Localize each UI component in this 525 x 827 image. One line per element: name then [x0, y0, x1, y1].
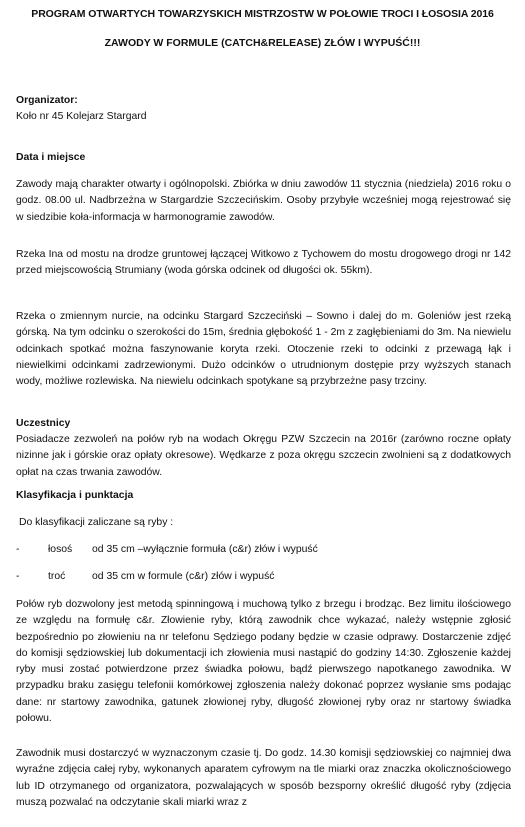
document-title: PROGRAM OTWARTYCH TOWARZYSKICH MISTRZOSTW W POŁOWIE TROCI I ŁOSOSIA 2016	[31, 8, 494, 20]
list-item	[16, 569, 274, 585]
date-place-paragraph-2: Rzeka Ina od mostu na drodze gruntowej łączącej Witkowo z Tychowem do mostu drogowego drogi nr 142 przed miejscowością Strumiany (woda górska odcinek od długości ok. 55km).	[16, 249, 511, 277]
classification-paragraph-2: Zawodnik musi dostarczyć w wyznaczonym czasie tj. Do godz. 14.30 komisji sędziowskiej co najmniej dwa wyraźne zdjęcia całej ryby, wykonanych aparatem cyfrowym na tle miarki oraz znaczka okolicznościowego lub ID otrzymanego od organizatora, pozwalających w sposób bezsporny określić długość ryby (zdjęcia muszą pozwalać na odczytanie skali miarki wraz z	[16, 748, 511, 808]
classification-intro: Do klasyfikacji zaliczane są ryby :	[19, 517, 174, 528]
classification-paragraph-1: Połów ryb dozwolony jest metodą spinningową i muchową tylko z brzegu i brodząc. Bez limitu ilościowego ze względu na formułę c&r. Złowienie ryby, którą zawodnik chce wykazać, należy wstępnie zgłosić bezpośrednio po złowieniu na nr telefonu Sędziego podany będzie w czasie odprawy. Dostarczenie zdjęć do komisji sędziowskiej lub dokumentacji ich złowienia musi nastąpić do godziny 14:30. Zgłoszenie każdej ryby musi zostać potwierdzone przez świadka połowu, bądź pierwszego napotkanego zawodnika. W przypadku braku zasięgu telefonii komórkowej zgłoszenia należy dokonać poprzez wysłanie sms podając dane: nr startowy zawodnika, gatunek złowionej ryby, długość złowionej ryby oraz nr startowy świadka połowu.	[16, 599, 511, 725]
participants-heading: Uczestnicy	[16, 418, 71, 429]
classification-heading: Klasyfikacja i punktacja	[16, 490, 134, 501]
fish-rule: od 35 cm w formule (c&r) złów i wypuść	[92, 571, 275, 582]
organizer-name: Koło nr 45 Kolejarz Stargard	[16, 111, 147, 123]
list-dash: -	[16, 571, 20, 582]
fish-rule: od 35 cm –wyłącznie formuła (c&r) złów i wypuść	[92, 544, 318, 555]
date-place-paragraph-3: Rzeka o zmiennym nurcie, na odcinku Stargard Szczeciński – Sowno i dalej do m. Goleniów jest rzeką górską. Na tym odcinku o szerokości do 15m, średnia głębokość 1 - 2m z zagłębieniami do 3m. Na niewielu odcinkach spotkać można faszynowanie koryta rzeki. Otoczenie rzeki to odcinki z przewagą łąk i niewielkimi odcinkami zadrzewionymi. Dużo odcinków o utrudnionym dostępie przy wyższych stanach wody, możliwe rozlewiska. Na niewielu odcinkach spotykane są przybrzeżne pasy trzciny.	[16, 311, 511, 388]
organizer-heading: Organizator:	[16, 95, 78, 106]
document-subtitle: ZAWODY W FORMULE (CATCH&RELEASE) ZŁÓW I WYPUŚĆ!!!	[104, 37, 421, 49]
date-place-heading: Data i miejsce	[16, 152, 86, 163]
participants-paragraph: Posiadacze zezwoleń na połów ryb na wodach Okręgu PZW Szczecin na 2016r (zarówno roczne opłaty nizinne jak i górskie oraz opłaty okresowe). Wędkarze z poza okręgu szczecin zwolnieni są z dodatkowych opłat na czas trwania zawodów.	[16, 434, 511, 478]
fish-name: troć	[48, 571, 66, 582]
list-dash: -	[16, 544, 20, 555]
list-item	[16, 542, 318, 558]
organizer-section	[16, 93, 511, 126]
fish-name: łosoś	[48, 544, 73, 555]
date-place-paragraph-1: Zawody mają charakter otwarty i ogólnopolski. Zbiórka w dniu zawodów 11 stycznia (niedziela) 2016 roku o godz. 08.00 ul. Nadbrzeżna w Stargardzie Szczecińskim. Osoby przybyłe wcześniej mogą rejestrować się w siedzibie koła-informacja w harmonogramie zawodów.	[16, 179, 511, 223]
